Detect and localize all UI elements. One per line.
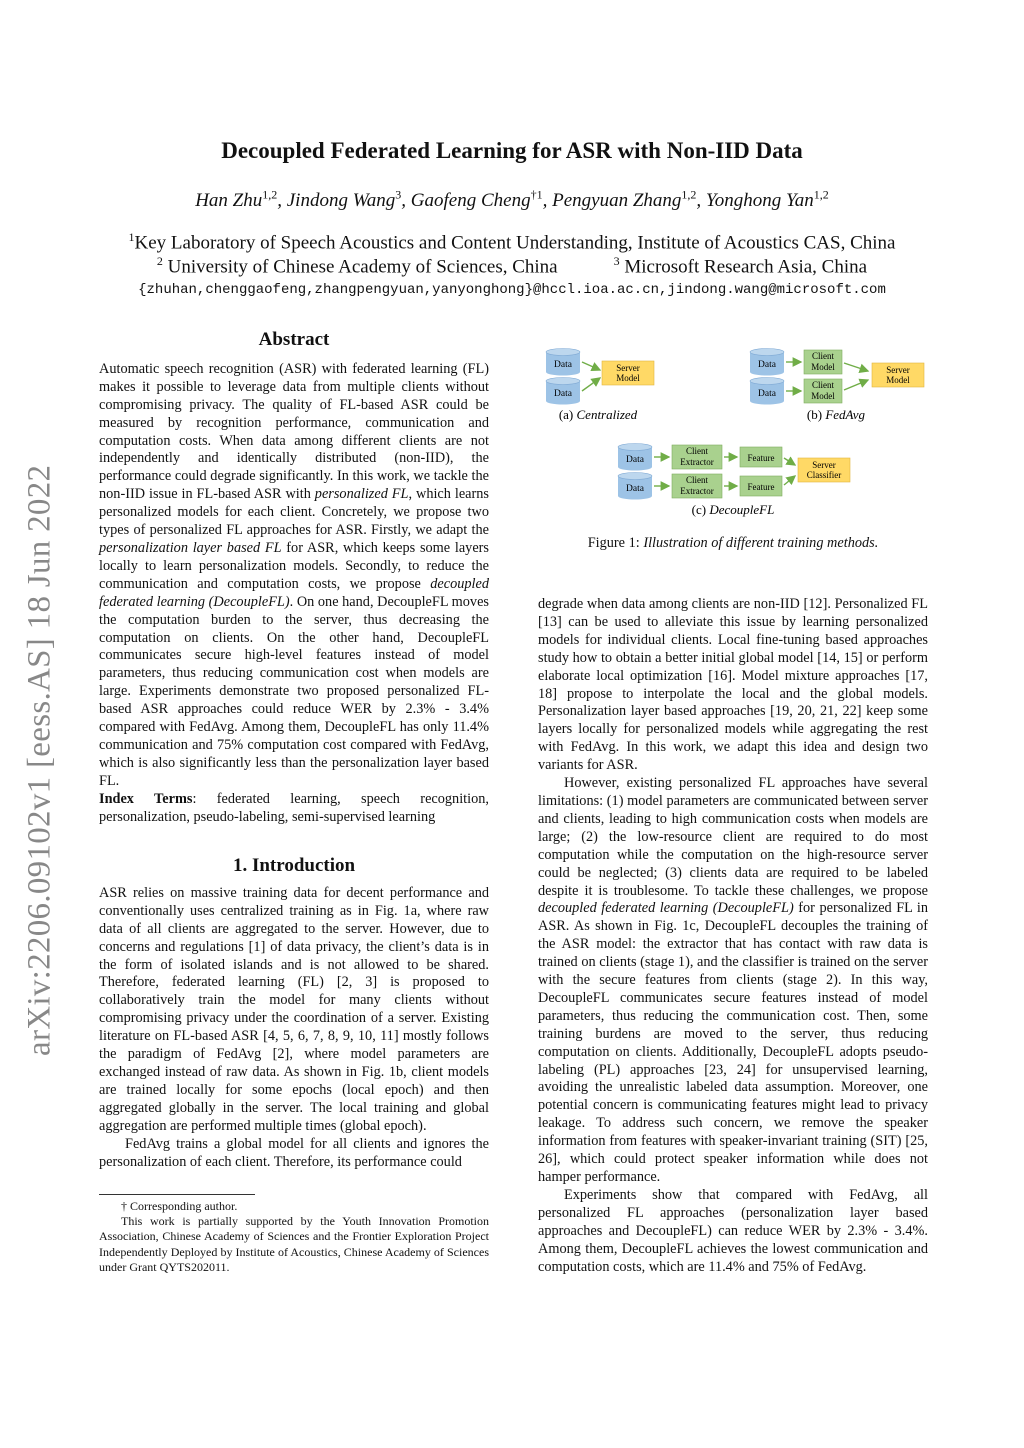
client-model-box xyxy=(804,379,842,403)
data-cylinder xyxy=(750,378,784,405)
svg-text:Classifier: Classifier xyxy=(806,470,842,480)
server-model-box xyxy=(872,363,924,387)
svg-text:Client: Client xyxy=(812,380,834,390)
client-extractor-box xyxy=(672,445,722,469)
footnote-corresponding: † Corresponding author. xyxy=(121,1199,238,1213)
svg-text:Client: Client xyxy=(686,475,708,485)
subcaption-a: (a) Centralized xyxy=(558,407,638,422)
affiliation-1: $^1$Key Laboratory of Speech Acoustics and Content Understanding, Institute of Acoustics CAS, China xyxy=(128,230,896,254)
svg-text:Feature: Feature xyxy=(747,482,775,492)
author-list xyxy=(0,188,1024,212)
data-cylinder xyxy=(618,444,652,471)
abstract-text: Automatic speech recognition (ASR) with federated learning (FL) makes it possible to leverage data from multiple clients without compromising privacy. The quality of FL-based ASR could be measured by recognition performance, communication and computation costs. When data among different clients are not independently and identically distributed (non-IID), the performance could degrade significantly. In this work, we tackle the non-IID issue in FL-based ASR with personalized FL, which learns personalized models for each client. Concretely, we propose two types of personalized FL approaches for ASR. Firstly, we adapt the personalization layer based FL for ASR, which keeps some layers locally to learn personalization models. Secondly, to reduce the communication and computation costs, we propose decoupled federated learning (DecoupleFL). On one hand, DecoupleFL moves the computation burden to the server, thus decreasing the computation on clients. On the other hand, DecoupleFL communicates secure high-level features instead of model parameters, thus reducing communication cost when models are large. Experiments demonstrate two proposed personalized FL-based ASR approaches could reduce WER by 2.3% - 3.4% compared with FedAvg. Among them, DecoupleFL has only 11.4% communication and 75% computation cost compared with FedAvg, which is also significantly less than the personalization layer based FL. xyxy=(99,360,490,789)
paper-title: Decoupled Federated Learning for ASR with Non-IID Data xyxy=(221,138,803,163)
svg-text:Data: Data xyxy=(758,389,776,399)
introduction-continued xyxy=(538,596,928,1276)
svg-text:Client: Client xyxy=(812,351,834,361)
intro-paragraph-2: FedAvg trains a global model for all clients and ignores the personalization of each client. Therefore, its performance could xyxy=(99,1135,489,1170)
svg-text:Extractor: Extractor xyxy=(680,486,714,496)
introduction-heading: 1. Introduction xyxy=(232,855,356,876)
author: Pengyuan Zhang$^{1,2}$, xyxy=(552,188,706,212)
svg-text:Data: Data xyxy=(626,455,644,465)
svg-text:Data: Data xyxy=(758,360,776,370)
data-cylinder xyxy=(546,378,580,405)
author: Jindong Wang$^3$, xyxy=(286,188,411,212)
data-cylinder xyxy=(618,473,652,500)
svg-text:Data: Data xyxy=(554,360,572,370)
intro-paragraph-4: Experiments show that compared with FedAvg, all personalized FL approaches (personalization layer based approaches and DecoupleFL) can reduce WER by 2.3% - 3.4%. Among them, DecoupleFL achieves the lowest communication and computation costs, which are 11.4% and 75% of FedAvg. xyxy=(538,1186,928,1275)
author: Yonghong Yan$^{1,2}$ xyxy=(705,188,829,212)
server-classifier-box xyxy=(798,458,850,482)
introduction-section xyxy=(99,857,489,1171)
abstract-section xyxy=(99,331,489,826)
author-emails: {zhuhan,chenggaofeng,zhangpengyuan,yanyonghong}@hccl.ioa.ac.cn,jindong.wang@microsoft.com xyxy=(138,282,886,298)
data-cylinder xyxy=(750,349,784,376)
intro-paragraph-2-continued: degrade when data among clients are non-IID [12]. Personalized FL [13] can be used to alleviate this issue by learning personalized models for individual clients. Local fine-tuning based approaches study how to obtain a better initial global model [14, 15] or perform elaborate local optimization [16]. Model mixture approaches [17, 18] propose to interpolate the local and the global models. Personalization layer based approaches [19, 20, 21, 22] keep some layers locally for personalized models while aggregating the rest with FedAvg. In this work, we adapt this idea and design two variants for ASR. xyxy=(538,596,928,774)
decouplefl-diagram xyxy=(618,444,850,500)
svg-text:Server: Server xyxy=(812,460,836,470)
centralized-diagram xyxy=(546,349,654,405)
subcaption-c: (c) DecoupleFL xyxy=(691,502,775,517)
feature-box xyxy=(740,476,782,496)
svg-text:Data: Data xyxy=(626,484,644,494)
client-extractor-box xyxy=(672,474,722,498)
abstract-heading: Abstract xyxy=(258,329,330,350)
svg-text:Client: Client xyxy=(686,446,708,456)
affiliation-2-3: $^2$ University of Chinese Academy of Sciences, China $^3$ Microsoft Research Asia, China xyxy=(156,254,868,278)
svg-text:Model: Model xyxy=(811,362,835,372)
svg-text:Extractor: Extractor xyxy=(680,457,714,467)
feature-box xyxy=(740,447,782,467)
svg-text:Model: Model xyxy=(811,391,835,401)
svg-text:Data: Data xyxy=(554,389,572,399)
client-model-box xyxy=(804,350,842,374)
data-cylinder xyxy=(546,349,580,376)
footnote-funding: This work is partially supported by the Youth Innovation Promotion Association, Chinese Academy of Sciences and the Frontier Exploration Project Independently Deployed by Institute of Acoustics, Chinese Academy of Sciences under Grant QYTS202011. xyxy=(99,1214,489,1274)
server-model-box xyxy=(602,361,654,385)
svg-text:Model: Model xyxy=(616,373,640,383)
svg-text:Model: Model xyxy=(886,375,910,385)
svg-text:Feature: Feature xyxy=(747,453,775,463)
index-terms: Index Terms: federated learning, speech recognition, personalization, pseudo-labeling, semi-supervised learning xyxy=(99,790,489,825)
arxiv-stamp: arXiv:2206.09102v1 [eess.AS] 18 Jun 2022 xyxy=(21,464,58,1056)
figure-1-diagram xyxy=(538,340,928,520)
author: Han Zhu$^{1,2}$, xyxy=(195,188,287,212)
author: Gaofeng Cheng$^{\dagger 1}$, xyxy=(410,188,553,212)
footnote xyxy=(99,1199,489,1275)
figure-1-caption: Figure 1: Illustration of different training methods. xyxy=(587,535,879,551)
footnote-rule xyxy=(99,1194,255,1195)
intro-paragraph-1: ASR relies on massive training data for decent performance and conventionally uses centralized training as in Fig. 1a, where raw data of all clients are aggregated to the server. However, due to concerns and regulations [1] of data privacy, the client’s data is in the form of isolated islands and is not allowed to be shared. Therefore, federated learning (FL) [2, 3] is proposed to collaboratively train the model for many clients without compromising privacy under the coordination of a server. Existing literature on FL-based ASR [4, 5, 6, 7, 8, 9, 10, 11] mostly follows the paradigm of FedAvg [2], where model parameters are exchanged instead of raw data. As shown in Fig. 1b, client models are trained locally for some epochs (local epoch) and then aggregated globally in the server. The local training and global aggregation are performed multiple times (global epoch). xyxy=(99,884,489,1134)
svg-text:Server: Server xyxy=(616,363,640,373)
intro-paragraph-3: However, existing personalized FL approaches have several limitations: (1) model parameters are communicated between server and clients, leading to high communication costs when models are large; (2) the low-resource client are required to do most computation while the computation on the high-resource server could be neglected; (3) clients data are required to be labeled despite it is troublesome. To tackle these challenges, we propose decoupled federated learning (DecoupleFL) for personalized FL in ASR. As shown in Fig. 1c, DecoupleFL decouples the training of the ASR model: the extractor that has contact with raw data is trained on clients (stage 1), and the classifier is trained on the server with the secure features from clients (stage 2). In this way, DecoupleFL communicates secure features instead of model parameters, thus reducing the communication cost. Then, some training burdens are moved to the server, thus reducing computation on clients. Additionally, DecoupleFL adopts pseudo-labeling (PL) approaches [23, 24] for unsupervised learning, avoiding the unrealistic labeled data assumption. Moreover, one potential concern is communicating features might lead to privacy leakage. To address such concern, we remove the speaker information from features with speaker-invariant training (SIT) [25, 26], which could protect speaker information while does not hamper performance. xyxy=(538,775,929,1185)
svg-text:Server: Server xyxy=(886,365,910,375)
subcaption-b: (b) FedAvg xyxy=(806,407,866,422)
fedavg-diagram xyxy=(750,349,924,405)
